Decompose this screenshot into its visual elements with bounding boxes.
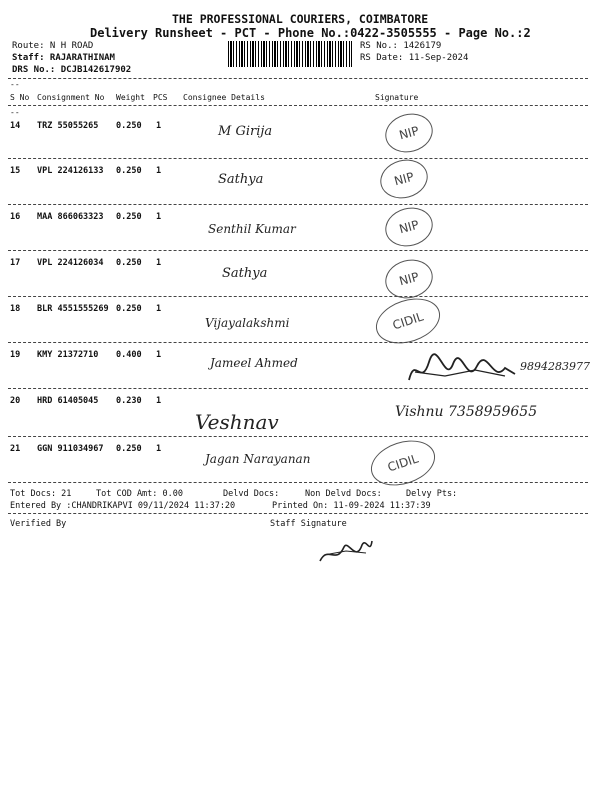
delvy-pts: Delvy Pts:: [406, 489, 458, 499]
stamp: CIDIL: [365, 433, 441, 493]
stamp: NIP: [381, 202, 437, 251]
row-weight: 0.250: [116, 258, 142, 268]
row-consignment: HRD 61405045: [37, 396, 99, 406]
row-pcs: 1: [156, 350, 162, 360]
delvd-docs: Delvd Docs:: [223, 489, 280, 499]
staff-signature-mark: [316, 535, 376, 567]
tot-cod-amt: Tot COD Amt: 0.00: [96, 489, 183, 499]
row-sno: 17: [10, 258, 21, 268]
col-consignee: Consignee Details: [183, 93, 265, 102]
row-sno: 18: [10, 304, 21, 314]
row-sno: 16: [10, 212, 21, 222]
row-weight: 0.250: [116, 212, 142, 222]
consignee-handwriting: Sathya: [222, 266, 268, 281]
row-weight: 0.250: [116, 121, 142, 131]
non-delvd-docs: Non Delvd Docs:: [305, 489, 382, 499]
row-pcs: 1: [156, 304, 162, 314]
signature-scribble: [405, 350, 520, 390]
col-sno: S No: [10, 93, 30, 102]
consignee-handwriting: M Girija: [218, 124, 273, 139]
row-sno: 20: [10, 396, 21, 406]
drs-number: DRS No.: DCJB142617902: [12, 65, 132, 75]
row-weight: 0.400: [116, 350, 142, 360]
consignee-handwriting: Veshnav: [195, 410, 279, 434]
row-consignment: VPL 224126133: [37, 166, 104, 176]
verified-by: Verified By: [10, 519, 67, 529]
row-consignment: MAA 866063323: [37, 212, 104, 222]
row-weight: 0.250: [116, 166, 142, 176]
row-pcs: 1: [156, 166, 162, 176]
rs-number: RS No.: 1426179: [360, 41, 442, 51]
stamp: CIDIL: [370, 291, 446, 351]
row-pcs: 1: [156, 212, 162, 222]
staff-label: Staff: RAJARATHINAM: [12, 53, 115, 63]
signature-note: Vishnu 7358959655: [395, 404, 538, 420]
printed-on: Printed On: 11-09-2024 11:37:39: [272, 501, 431, 511]
row-sno: 19: [10, 350, 21, 360]
staff-signature-label: Staff Signature: [270, 519, 347, 529]
row-consignment: BLR 4551555269: [37, 304, 109, 314]
stamp: NIP: [381, 254, 437, 303]
row-sno: 21: [10, 444, 21, 454]
consignee-handwriting: Jameel Ahmed: [210, 356, 298, 370]
barcode: [228, 41, 352, 67]
tot-docs: Tot Docs: 21: [10, 489, 72, 499]
entered-by: Entered By :CHANDRIKAPVI 09/11/2024 11:37:20: [10, 501, 236, 511]
row-sno: 14: [10, 121, 21, 131]
consignee-handwriting: Senthil Kumar: [208, 222, 296, 236]
row-pcs: 1: [156, 444, 162, 454]
row-sno: 15: [10, 166, 21, 176]
row-consignment: VPL 224126034: [37, 258, 104, 268]
stamp: NIP: [381, 108, 437, 157]
consignee-handwriting: Vijayalakshmi: [205, 316, 290, 330]
row-pcs: 1: [156, 396, 162, 406]
row-consignment: GGN 911034967: [37, 444, 104, 454]
rs-date: RS Date: 11-Sep-2024: [360, 53, 469, 63]
runsheet-subtitle: Delivery Runsheet - PCT - Phone No.:0422-3505555 - Page No.:2: [90, 26, 531, 40]
row-weight: 0.250: [116, 304, 142, 314]
col-pcs: PCS: [153, 93, 168, 102]
row-weight: 0.250: [116, 444, 142, 454]
signature-note: 9894283977: [520, 360, 590, 373]
consignee-handwriting: Sathya: [218, 172, 264, 187]
stamp: NIP: [376, 154, 432, 203]
row-consignment: KMY 21372710: [37, 350, 99, 360]
route-label: Route: N H ROAD: [12, 41, 94, 51]
col-signature: Signature: [375, 93, 419, 102]
row-weight: 0.230: [116, 396, 142, 406]
row-consignment: TRZ 55055265: [37, 121, 99, 131]
row-pcs: 1: [156, 121, 162, 131]
consignee-handwriting: Jagan Narayanan: [205, 452, 311, 466]
row-pcs: 1: [156, 258, 162, 268]
col-weight: Weight: [116, 93, 145, 102]
company-title: THE PROFESSIONAL COURIERS, COIMBATORE: [172, 12, 429, 26]
col-consignment: Consignment No: [37, 93, 105, 102]
